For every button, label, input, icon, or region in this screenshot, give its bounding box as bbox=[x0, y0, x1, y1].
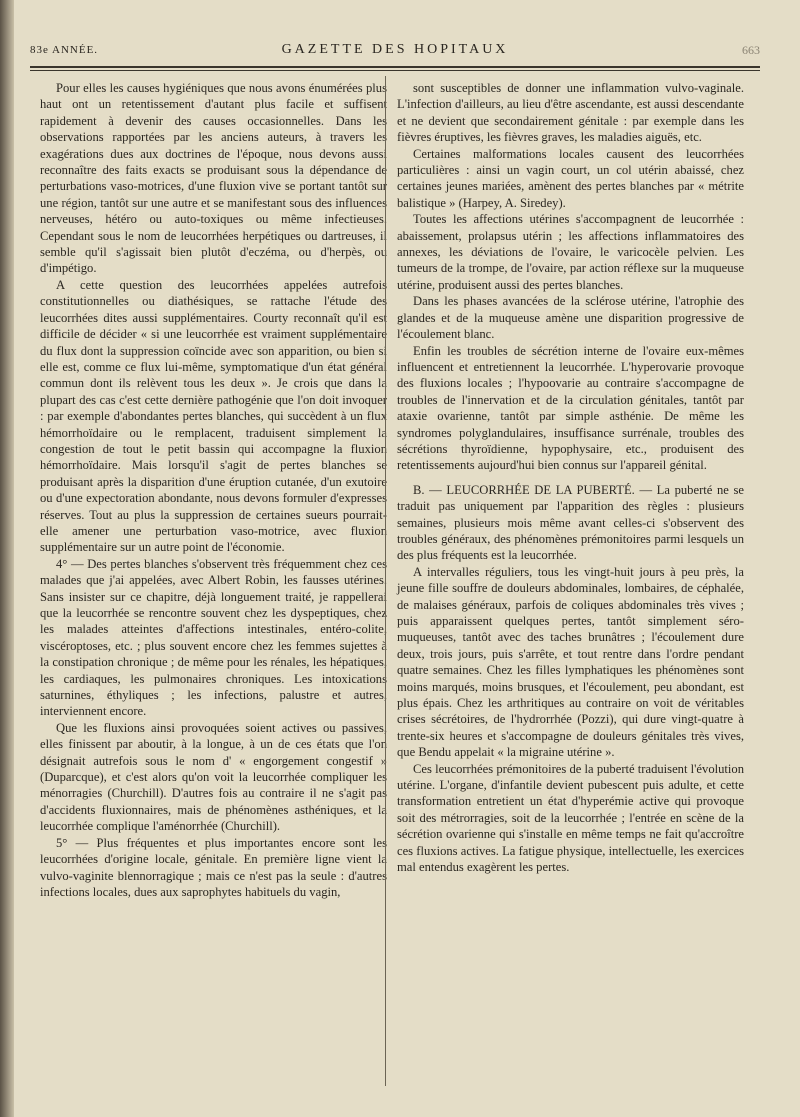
running-header bbox=[30, 40, 760, 62]
paragraph: sont susceptibles de donner une inflammation vulvo-vaginale. L'infection d'ailleurs, au lieu d'être ascendante, est aussi descendante et ne devient que secondairement génitale : par exemple dans les fièvres éruptives, les fièvres graves, les maladies aiguës, etc. bbox=[397, 81, 744, 145]
paragraph: Que les fluxions ainsi provoquées soient actives ou passives, elles finissent par aboutir, à la longue, à un de ces états que l'on désignait autrefois sous le nom d' « engorgement congestif » (Duparcque), et c'est alors qu'on voit la leucorrhée compliquer les ménorragies (Churchill). D'autres fois au contraire il ne s'agit pas d'accidents fluxionnaires, mais de phénomènes asthéniques, et la leucorrhée complique l'aménorrhée (Churchill). bbox=[40, 720, 387, 834]
paragraph: 4° — Des pertes blanches s'observent très fréquemment chez ces malades que j'ai appelées, avec Albert Robin, les fausses utérines. Sans insister sur ce chapitre, déjà longuement traité, je rappellerai que la leucorrhée se rencontre souvent chez les dyspeptiques, chez les malades atteintes d'affections intestinales, entéro-colite, viscéroptoses, etc. ; plus souvent encore chez les femmes sujettes à la constipation chronique ; de même pour les rénales, les hépatiques, les cardiaques, les pulmonaires chroniques. Les intoxications saturnines, éthyliques ; les infections, palustre et autres, interviennent encore. bbox=[40, 556, 387, 719]
section-heading-paragraph: B. — LEUCORRHÉE DE LA PUBERTÉ. — La puberté ne se traduit pas uniquement par l'apparition des règles : plusieurs semaines, plusieurs mois même avant celles-ci s'observent des troubles généraux, des phénomènes prémonitoires parmi lesquels un des plus fréquents est la leucorrhée. bbox=[397, 482, 744, 563]
header-rule-thick bbox=[30, 66, 760, 68]
right-column bbox=[397, 80, 744, 876]
paragraph: Certaines malformations locales causent des leucorrhées particulières : ainsi un vagin court, un col utérin abaissé, chez certaines jeunes mariées, amènent des pertes blanches par « métrite balistique » (Harpey, A. Siredey). bbox=[397, 146, 744, 210]
paragraph: Enfin les troubles de sécrétion interne de l'ovaire eux-mêmes influencent et entretiennent la leucorrhée. L'hyperovarie provoque des fluxions locales ; l'hypoovarie au contraire s'accompagne de troubles de l'innervation et de la circulation génitales, tantôt par ataxie ovarienne, tantôt par simple asthénie. De même les syndromes polyglandulaires, insuffisance surrénale, troubles des sécrétions thyroïdienne, hypophysaire, etc., produisent des retentissements aujourd'hui bien connus sur l'appareil génital. bbox=[397, 343, 744, 473]
page-edge-shadow bbox=[0, 0, 14, 1117]
paragraph: Toutes les affections utérines s'accompagnent de leucorrhée : abaissement, prolapsus utérin ; les affections inflammatoires des annexes, les déviations de l'ovaire, le varicocèle pelvien. Les tumeurs de la trompe, de l'ovaire, par action réflexe sur la muqueuse utérine, produisent aussi des pertes blanches. bbox=[397, 212, 744, 292]
paragraph: 5° — Plus fréquentes et plus importantes encore sont les leucorrhées d'origine locale, génitale. En première ligne vient la vulvo-vaginite blennorragique ; mais ce n'est pas la seule : d'autres infections locales, dues aux saprophytes habituels du vagin, bbox=[40, 835, 387, 899]
paragraph: A intervalles réguliers, tous les vingt-huit jours à peu près, la jeune fille souffre de douleurs abdominales, lombaires, de céphalée, de malaises généraux, parfois de coliques abdominales très vives ; puis apparaissent quelques pertes, tantôt simplement séro-muqueuses, tantôt avec des taches brunâtres ; l'écoulement dure deux, trois jours, puis s'arrête, et tout rentre dans l'ordre pendant quatre semaines. Chez les filles lymphatiques les phénomènes sont moins marqués, moins brusques, et l'écoulement, peu abondant, est plus épais. Chez les arthritiques au contraire on voit de véritables crises sécrétoires, de l'hydrorrhée (Pozzi), qui dure vingt-quatre à trente-six heures et s'accompagne de douleurs génitales très vives, que Bendu appelait « la migraine utérine ». bbox=[397, 564, 744, 760]
left-column bbox=[40, 80, 387, 900]
paragraph: Ces leucorrhées prémonitoires de la puberté traduisent l'évolution utérine. L'organe, d'infantile devient pubescent puis adulte, et cette transformation entretient un état d'hyperémie active qui provoque soit des métrorragies, soit de la leucorrhée ; l'entrée en scène de la sécrétion ovarienne qui s'installe en même temps ne fait qu'accroître ces fluxions actives. La fatigue physique, intellectuelle, les exercices mal entendus exagèrent les pertes. bbox=[397, 761, 744, 875]
column-divider bbox=[385, 76, 386, 1086]
page-number: 663 bbox=[742, 43, 760, 57]
header-rule-thin bbox=[30, 70, 760, 71]
year-label: 83e ANNÉE. bbox=[30, 44, 99, 56]
journal-title: GAZETTE DES HOPITAUX bbox=[281, 42, 509, 57]
paragraph: Pour elles les causes hygiéniques que nous avons énumérées plus haut ont un retentissement d'autant plus facile et suffisent rapidement à devenir des causes occasionnelles. Dans les observations rapportées par les anciens auteurs, à travers les exagérations dues aux doctrines de l'époque, nous devons aussi reconnaître des faits exacts se produisant sous la dépendance de perturbations vaso-motrices, d'une fluxion vive se portant tantôt sur une région, tantôt sur une autre et se manifestant sous des influences nerveuses, hétéro ou auto-toxiques ou même infectieuses. Cependant sous le nom de leucorrhées herpétiques ou dartreuses, il semble qu'il s'agissait bien plutôt d'eczéma, ou d'herpès, ou d'impétigo. bbox=[40, 81, 387, 276]
paragraph: Dans les phases avancées de la sclérose utérine, l'atrophie des glandes et de la muqueuse amène une disparition progressive de l'écoulement blanc. bbox=[397, 294, 744, 342]
paragraph: A cette question des leucorrhées appelées autrefois constitutionnelles ou diathésiques, se rattache l'étude des leucorrhées dites aussi supplémentaires. Courty reconnaît qu'il est difficile de décider « si une leucorrhée est vraiment supplémentaire du flux dont la suppression coïncide avec son apparition, ou bien si elle est, comme ce flux lui-même, symptomatique d'un état général commun dont ils relèvent tous les deux ». Je crois que dans la plupart des cas c'est cette dernière pathogénie que l'on doit invoquer : par exemple d'abondantes pertes blanches, qui succèdent à un flux hémorrhoïdaire ou le remplacent, traduisent simplement la congestion de tout le petit bassin qui accompagne la fluxion hémorrhoïdaire. Mais lorsqu'il s'agit de pertes blanches se produisant après la disparition d'une éruption cutanée, d'un exutoire ou d'une expectoration abondante, nous devons formuler d'expresses réserves. Tout au plus la suppression de certaines sueurs pourrait-elle amener une perturbation vaso-motrice, avec fluxion supplémentaire sur un autre point de l'économie. bbox=[40, 277, 387, 555]
